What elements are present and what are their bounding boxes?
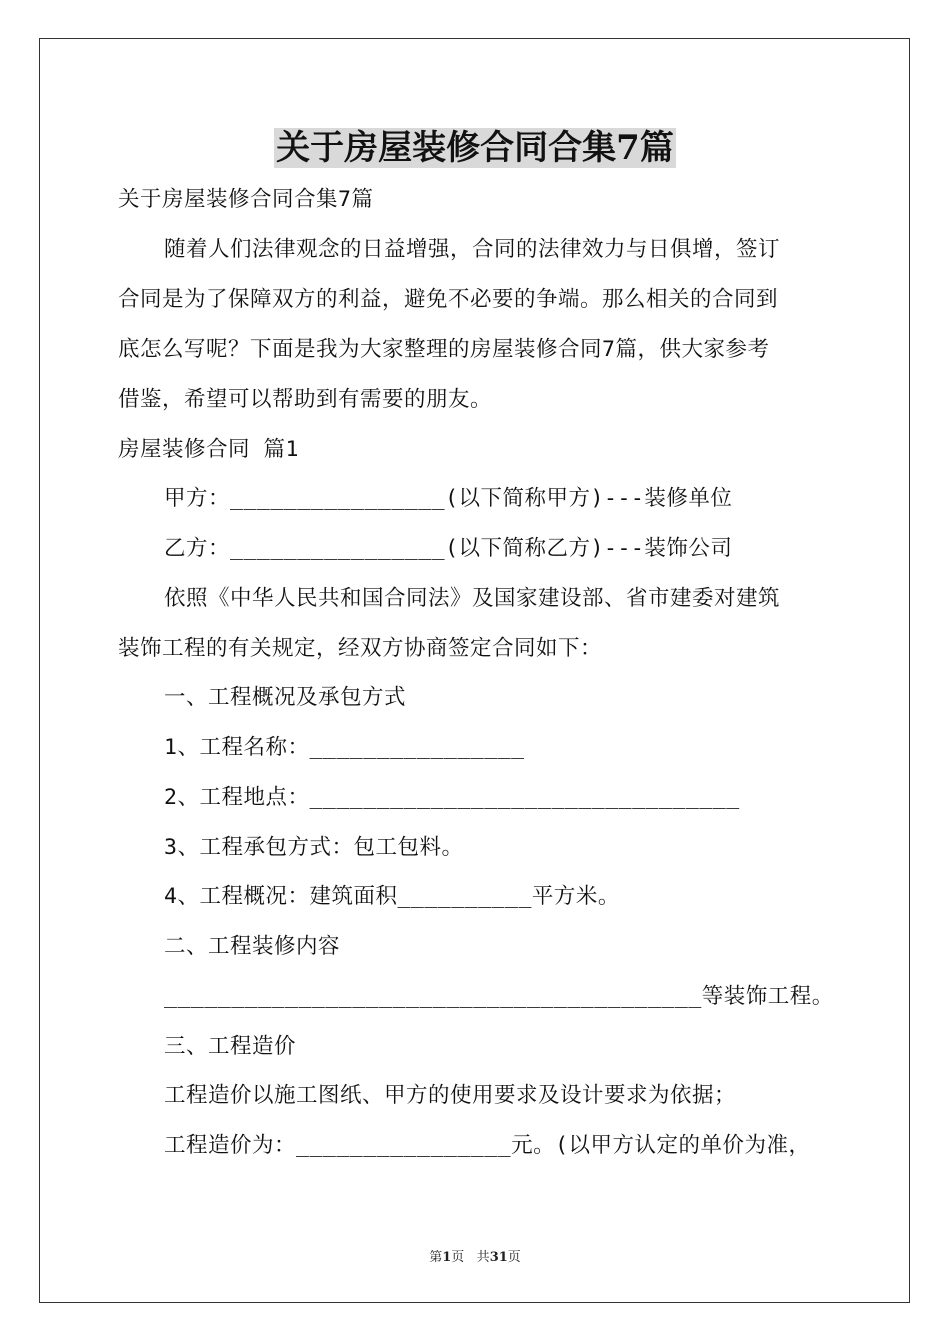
document-subtitle: 关于房屋装修合同合集7篇 [118,187,374,212]
footer-total-prefix: 共 [476,1250,490,1265]
footer-total-pages: 31 [489,1250,508,1265]
document-title-text: 关于房屋装修合同合集7篇 [276,128,674,168]
intro-line-3: 底怎么写呢？下面是我为大家整理的房屋装修合同7篇，供大家参考 [118,337,770,362]
clause3-heading: 三、工程造价 [164,1034,297,1059]
clause3-line-2: 工程造价为：________________元。(以甲方认定的单价为准， [164,1133,811,1158]
footer-page-prefix: 第 [429,1250,443,1265]
party-a-line: 甲方：________________(以下简称甲方)---装修单位 [164,486,733,511]
clause1-item-1: 1、工程名称：________________ [164,735,525,760]
footer-page-number: 1 [442,1250,452,1265]
intro-line-1: 随着人们法律观念的日益增强，合同的法律效力与日俱增，签订 [164,237,781,262]
party-b-line: 乙方：________________(以下简称乙方)---装饰公司 [164,536,733,561]
document-title [0,126,950,170]
clause2-content: ________________________________________等装饰工程。 [164,984,834,1009]
clause3-line-1: 工程造价以施工图纸、甲方的使用要求及设计要求为依据； [164,1083,737,1108]
basis-line-2: 装饰工程的有关规定，经双方协商签定合同如下： [118,636,603,661]
clause1-item-3: 3、工程承包方式：包工包料。 [164,835,464,860]
clause2-heading: 二、工程装修内容 [164,934,341,959]
clause1-item-4: 4、工程概况：建筑面积__________平方米。 [164,884,620,909]
page-border [39,38,910,1303]
section-heading: 房屋装修合同 篇1 [118,437,299,462]
page-footer [0,1246,950,1265]
intro-line-4: 借鉴，希望可以帮助到有需要的朋友。 [118,387,493,412]
intro-line-2: 合同是为了保障双方的利益，避免不必要的争端。那么相关的合同到 [118,287,779,312]
footer-total-suffix: 页 [507,1250,521,1265]
clause1-item-2: 2、工程地点：________________________________ [164,785,740,810]
clause1-heading: 一、工程概况及承包方式 [164,685,407,710]
footer-page-suffix: 页 [451,1250,465,1265]
basis-line-1: 依照《中华人民共和国合同法》及国家建设部、省市建委对建筑 [164,586,781,611]
